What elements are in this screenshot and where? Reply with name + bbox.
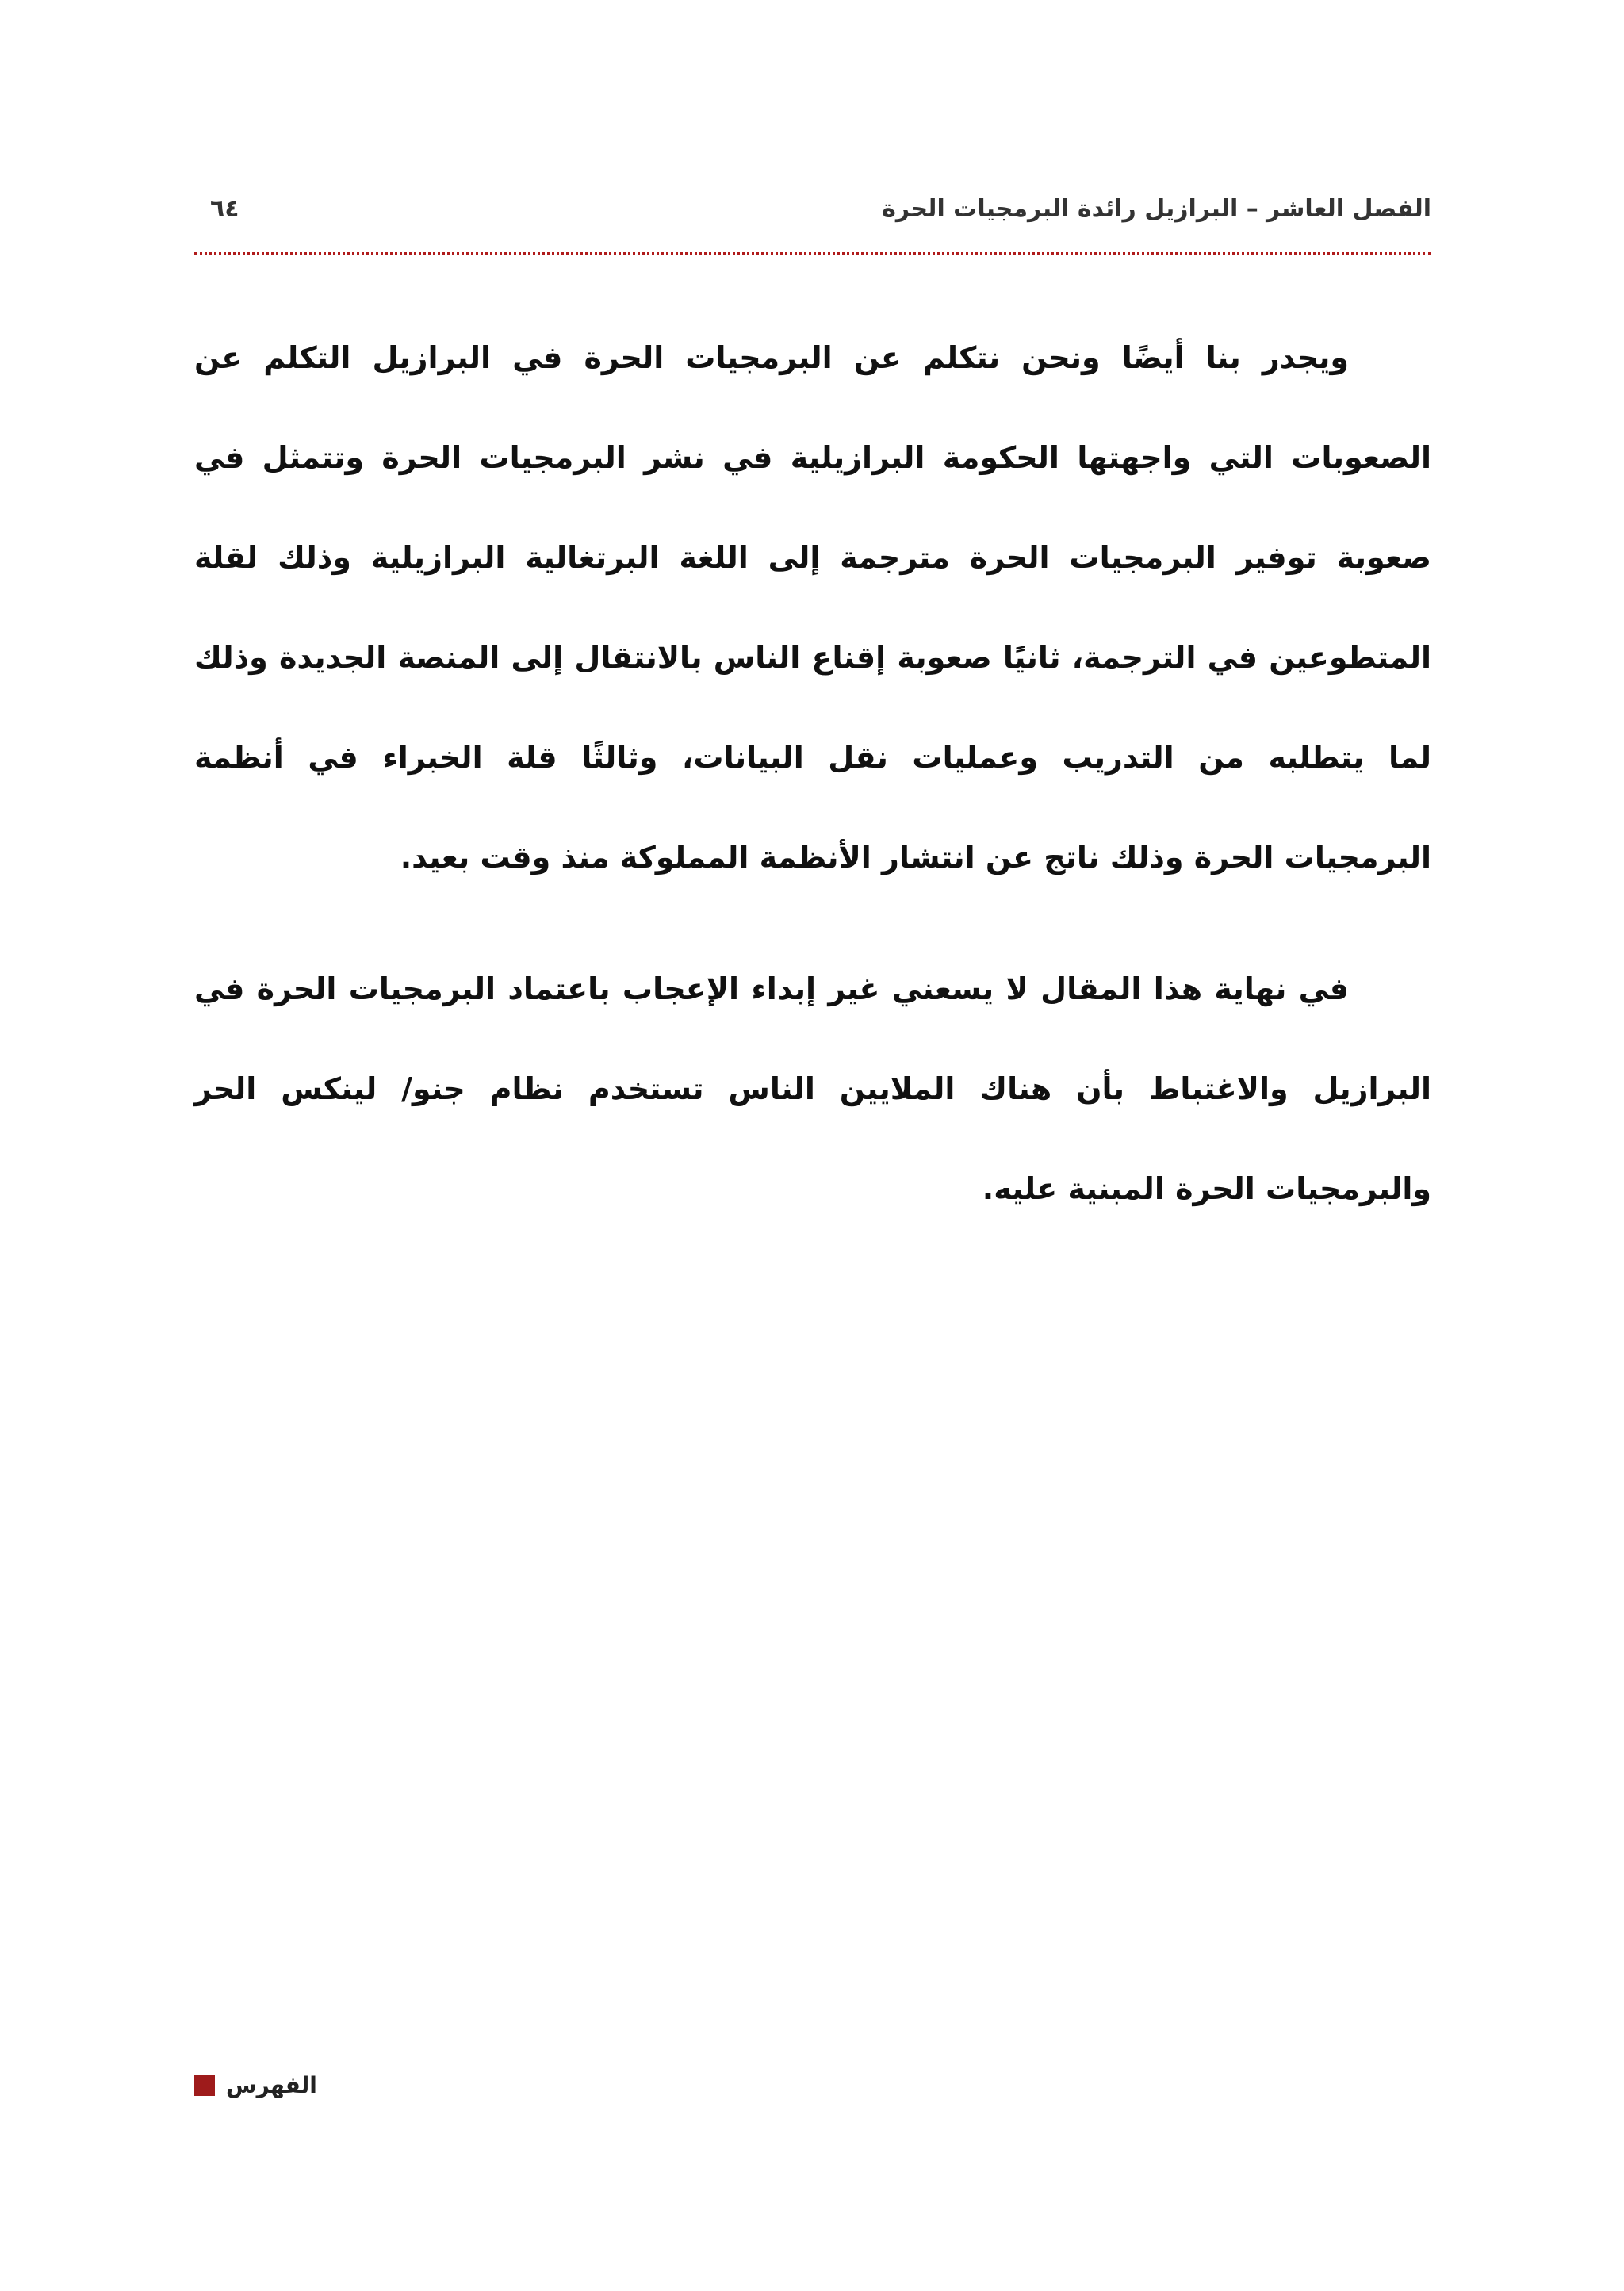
paragraph: في نهاية هذا المقال لا يسعني غير إبداء الإعجاب باعتماد البرمجيات الحرة في البرازيل والاغتباط بأن هناك الملايين الناس تستخدم نظام جنو/ لينكس الحر والبرمجيات الحرة المبنية عليه. — [194, 971, 1431, 1206]
body-text — [194, 308, 1431, 1270]
index-link[interactable] — [194, 2070, 317, 2101]
paragraph: ويجدر بنا أيضًا ونحن نتكلم عن البرمجيات الحرة في البرازيل التكلم عن الصعوبات التي واجهتها الحكومة البرازيلية في نشر البرمجيات الحرة وتتمثل في صعوبة توفير البرمجيات الحرة مترجمة إلى اللغة البرتغالية البرازيلية وذلك لقلة المتطوعين في الترجمة، ثانيًا صعوبة إقناع الناس بالانتقال إلى المنصة الجديدة وذلك لما يتطلبه من التدريب وعمليات نقل البيانات، وثالثًا قلة الخبراء في أنظمة البرمجيات الحرة وذلك ناتج عن انتشار الأنظمة المملوكة منذ وقت بعيد. — [194, 340, 1431, 875]
index-link-label: الفهرس — [226, 2072, 317, 2098]
square-icon — [194, 2075, 215, 2096]
header-divider — [194, 252, 1431, 255]
chapter-title: الفصل العاشر – البرازيل رائدة البرمجيات الحرة — [882, 195, 1431, 223]
page-header — [194, 187, 1431, 235]
page-number: ٦٤ — [210, 195, 239, 223]
